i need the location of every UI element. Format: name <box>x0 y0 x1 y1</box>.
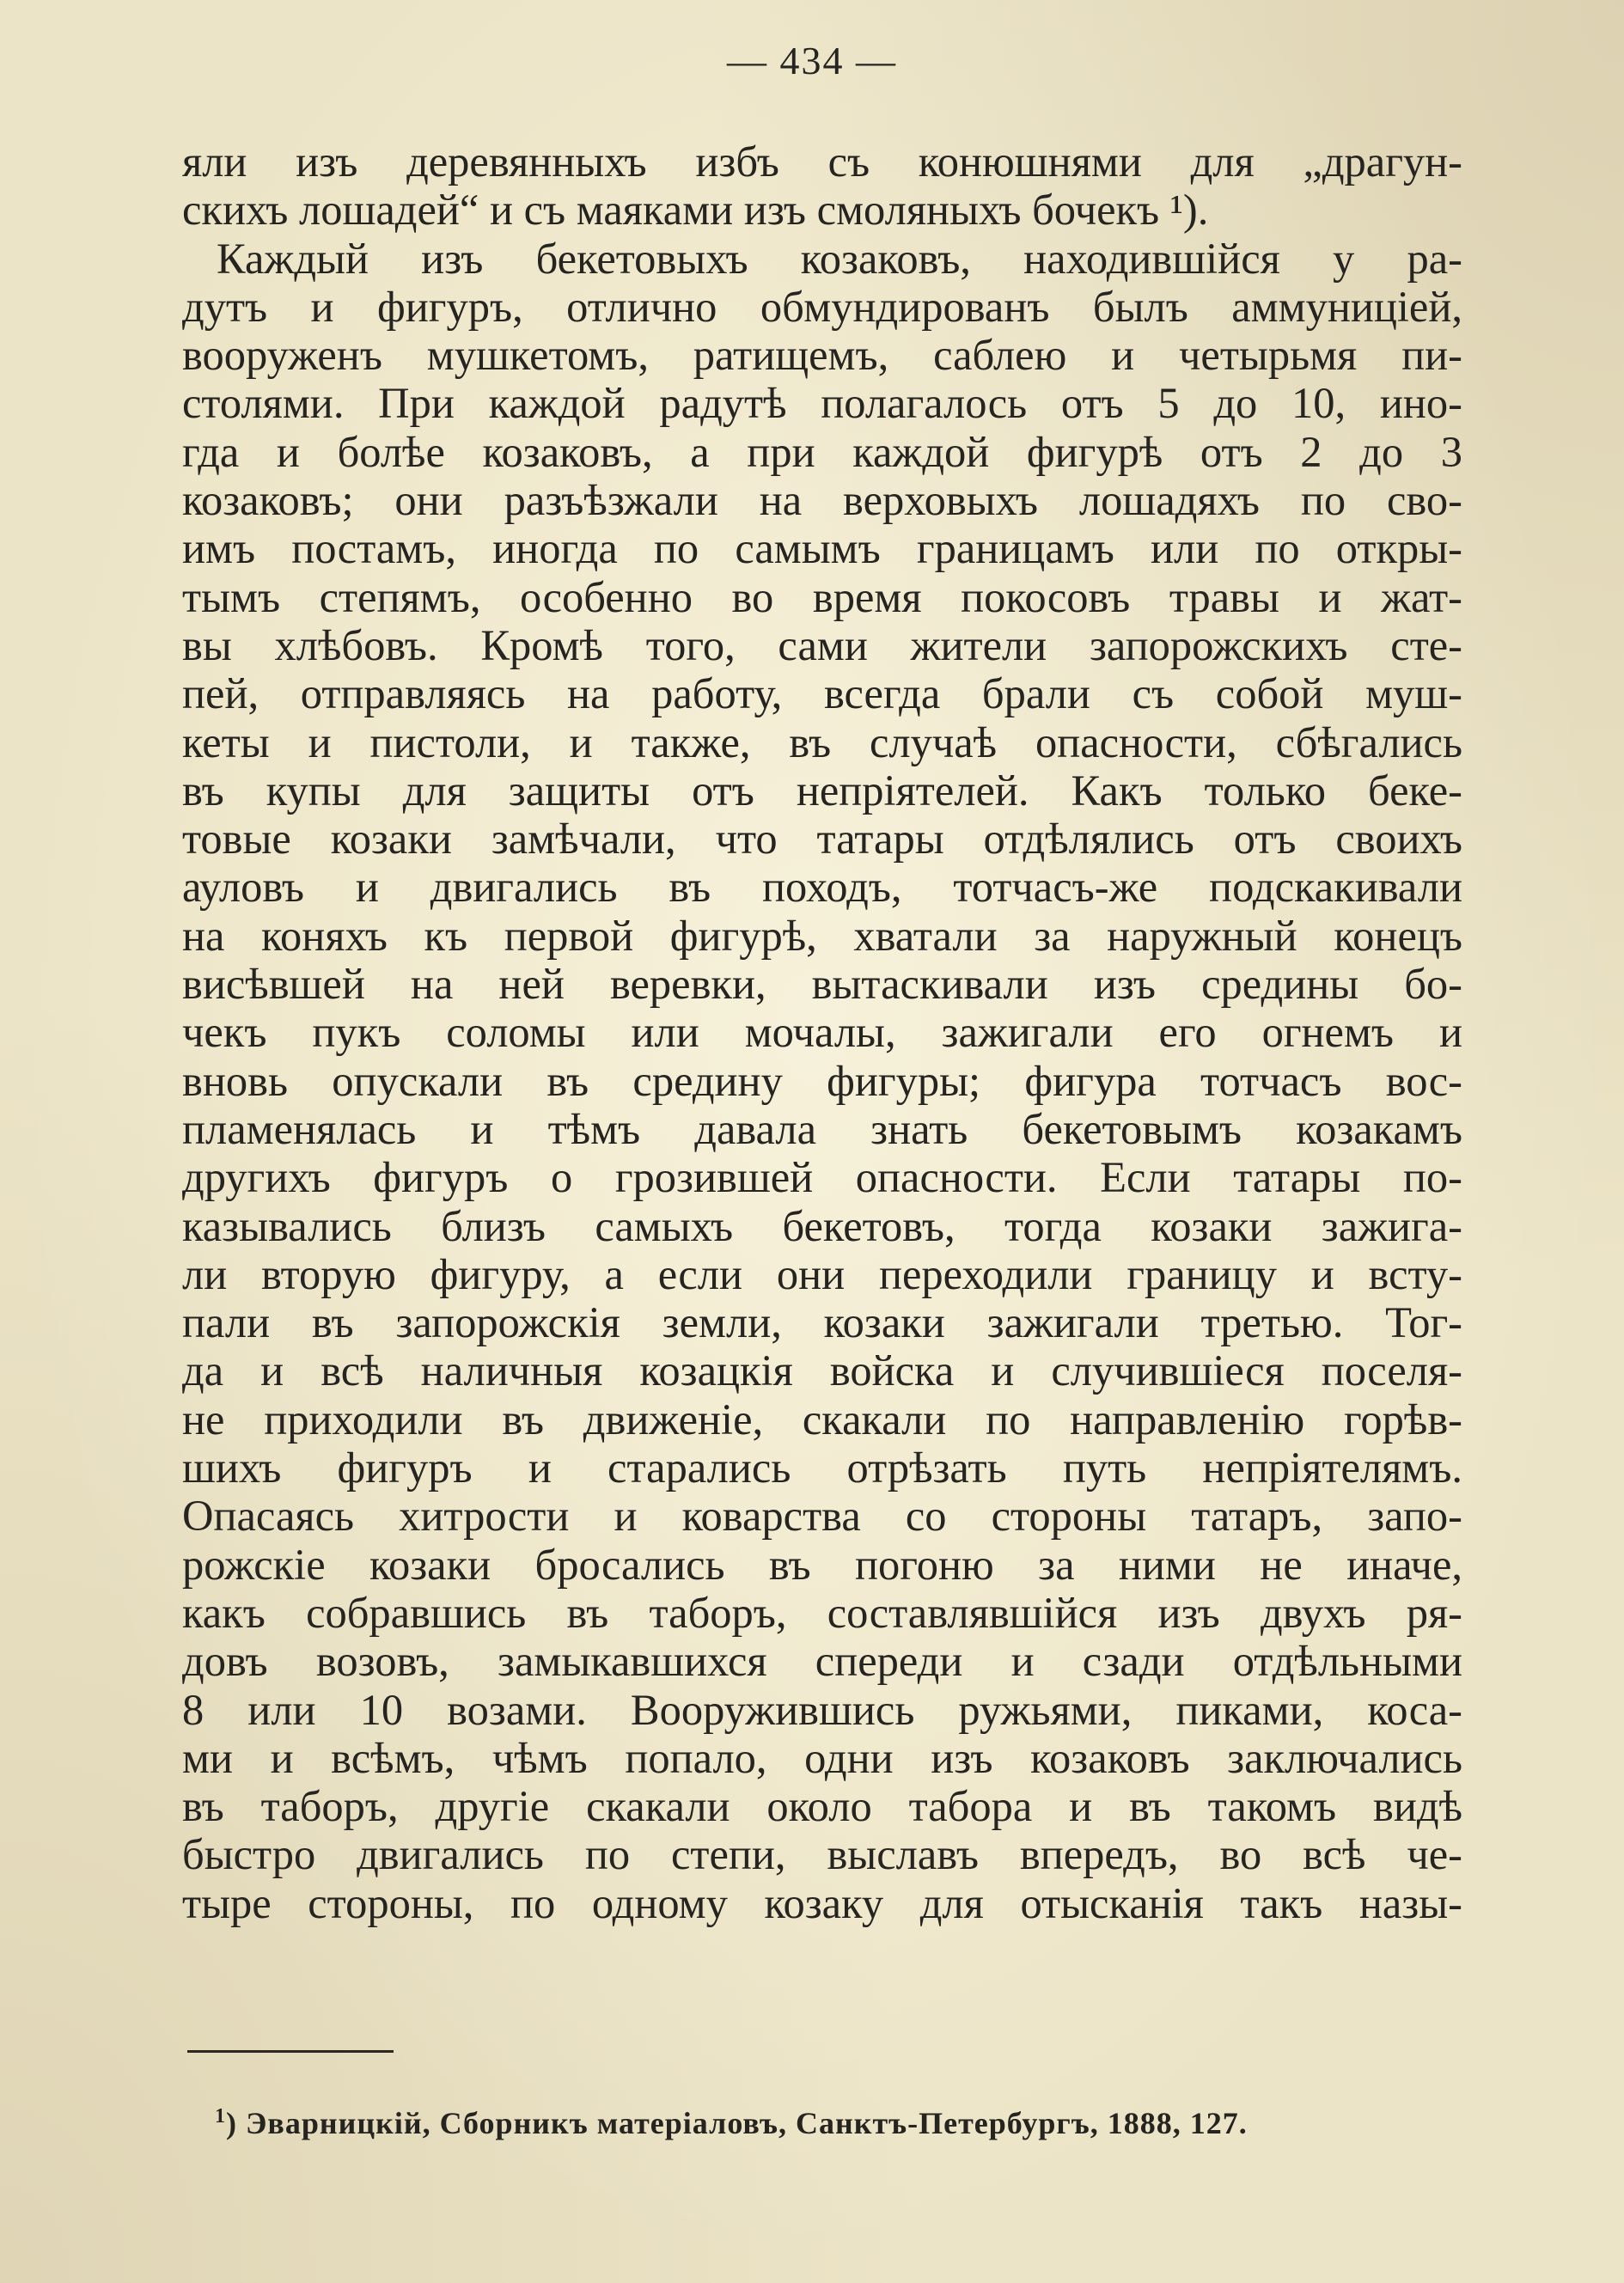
text-line: пали въ запорожскія земли, козаки зажигали третью. Тог- <box>182 1298 1462 1347</box>
text-line: тымъ степямъ, особенно во время покосовъ травы и жат- <box>182 572 1462 621</box>
footnote-divider <box>187 2050 394 2053</box>
text-line: ауловъ и двигались въ походъ, тотчасъ-же подскакивали <box>182 863 1462 912</box>
text-line: 8 или 10 возами. Вооружившись ружьями, пиками, коса- <box>182 1685 1462 1734</box>
text-line: товые козаки замѣчали, что татары отдѣлялись отъ своихъ <box>182 815 1462 864</box>
text-line: чекъ пукъ соломы или мочалы, зажигали его огнемъ и <box>182 1008 1462 1057</box>
text-line: Опасаясь хитрости и коварства со стороны татаръ, запо- <box>182 1492 1462 1541</box>
text-line: вы хлѣбовъ. Кромѣ того, сами жители запорожскихъ сте- <box>182 620 1462 669</box>
body-text <box>182 137 1462 1927</box>
text-line: гда и болѣе козаковъ, а при каждой фигурѣ отъ 2 до 3 <box>182 427 1462 476</box>
text-line: вооруженъ мушкетомъ, ратищемъ, саблею и четырьмя пи- <box>182 331 1462 380</box>
text-line: да и всѣ наличныя козацкія войска и случившіеся поселя- <box>182 1346 1462 1395</box>
text-line: дутъ и фигуръ, отлично обмундированъ былъ аммуниціей, <box>182 282 1462 331</box>
text-line: какъ собравшись въ таборъ, составлявшійся изъ двухъ ря- <box>182 1588 1462 1637</box>
text-line: на коняхъ къ первой фигурѣ, хватали за наружный конецъ <box>182 911 1462 960</box>
text-line: пей, отправляясь на работу, всегда брали съ собой муш- <box>182 669 1462 718</box>
text-line: яли изъ деревянныхъ избъ съ конюшнями для „драгун- <box>182 137 1462 186</box>
text-line: въ купы для защиты отъ непріятелей. Какъ только беке- <box>182 766 1462 815</box>
text-line: въ таборъ, другіе скакали около табора и въ такомъ видѣ <box>182 1782 1462 1831</box>
footnote-marker: 1 <box>215 2105 226 2127</box>
page-number: — 434 — <box>727 39 897 82</box>
text-line: пламенялась и тѣмъ давала знать бекетовымъ козакамъ <box>182 1104 1462 1153</box>
text-line: скихъ лошадей“ и съ маяками изъ смоляныхъ бочекъ ¹). <box>182 186 1209 235</box>
footnote <box>215 2105 1248 2141</box>
text-line: имъ постамъ, иногда по самымъ границамъ или по откры- <box>182 524 1462 573</box>
footnote-text: ) Эварницкій, Сборникъ матеріаловъ, Санктъ-Петербургъ, 1888, 127. <box>226 2106 1248 2140</box>
text-line: кеты и пистоли, и также, въ случаѣ опасности, сбѣгались <box>182 717 1462 766</box>
text-line: рожскіе козаки бросались въ погоню за ними не иначе, <box>182 1540 1462 1589</box>
text-line: столями. При каждой радутѣ полагалось отъ 5 до 10, ино- <box>182 379 1462 428</box>
text-line: тыре стороны, по одному козаку для отысканія такъ назы- <box>182 1878 1462 1927</box>
text-line: довъ возовъ, замыкавшихся спереди и сзади отдѣльными <box>182 1637 1462 1686</box>
text-line: другихъ фигуръ о грозившей опасности. Если татары по- <box>182 1153 1462 1202</box>
text-line: казывались близъ самыхъ бекетовъ, тогда козаки зажига- <box>182 1201 1462 1250</box>
text-line: козаковъ; они разъѣзжали на верховыхъ лошадяхъ по сво- <box>182 476 1462 525</box>
text-line: вновь опускали въ средину фигуры; фигура тотчасъ вос- <box>182 1056 1462 1105</box>
text-line: шихъ фигуръ и старались отрѣзать путь непріятелямъ. <box>182 1444 1462 1492</box>
text-line: быстро двигались по степи, выславъ впередъ, во всѣ че- <box>182 1830 1462 1879</box>
text-line: не приходили въ движеніе, скакали по направленію горѣв- <box>182 1395 1462 1444</box>
text-line: висѣвшей на ней веревки, вытаскивали изъ средины бо- <box>182 960 1462 1009</box>
text-line: Каждый изъ бекетовыхъ козаковъ, находившійся у ра- <box>217 234 1462 283</box>
text-line: ли вторую фигуру, а если они переходили границу и всту- <box>182 1249 1462 1298</box>
text-line: ми и всѣмъ, чѣмъ попало, одни изъ козаковъ заключались <box>182 1733 1462 1782</box>
